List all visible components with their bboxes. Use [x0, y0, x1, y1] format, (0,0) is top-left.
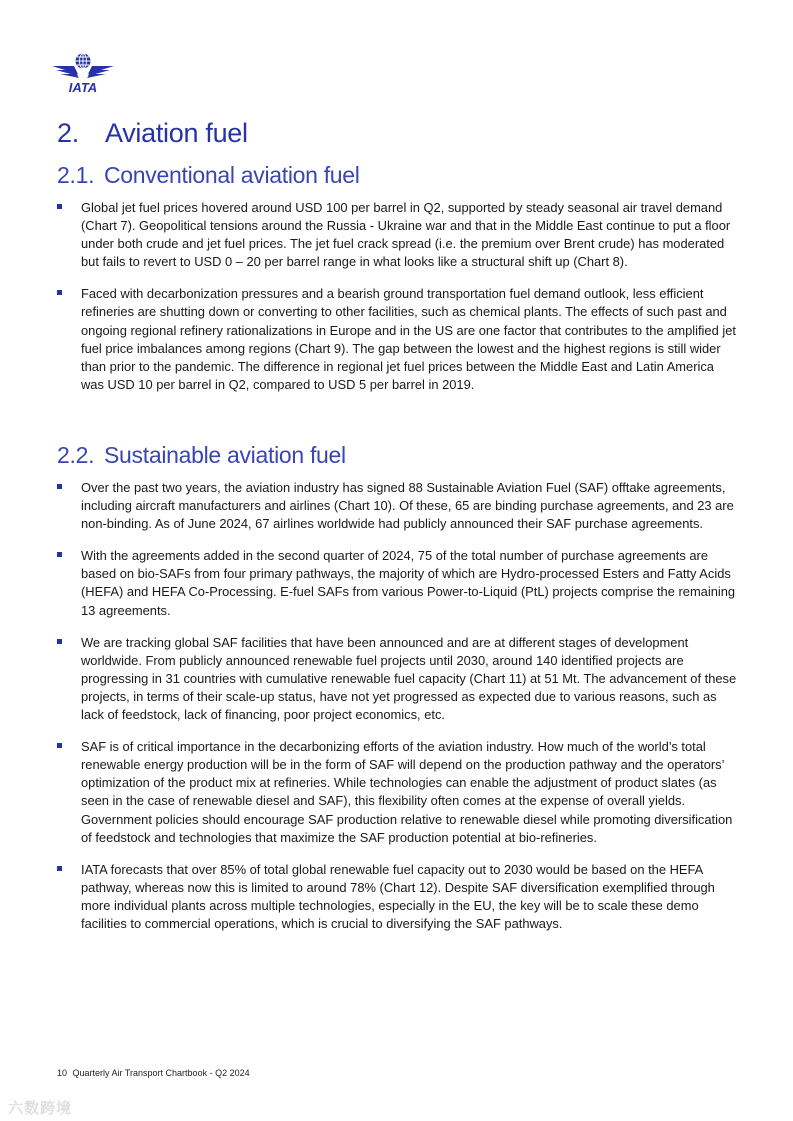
heading-number: 2. [57, 118, 79, 148]
section-number: 2.1. [57, 162, 95, 188]
bullet-icon [57, 484, 62, 489]
footer-title: Quarterly Air Transport Chartbook - Q2 2024 [72, 1068, 250, 1078]
bullet-icon [57, 743, 62, 748]
page-footer [57, 1068, 250, 1078]
list-item [56, 285, 738, 394]
bullet-icon [57, 290, 62, 295]
heading-title: Aviation fuel [105, 118, 248, 148]
bullet-text: SAF is of critical importance in the decarbonizing efforts of the aviation industry. How much of the world’s total renewable energy production will be in the form of SAF will depend on the production pathway and the operators’ optimization of the product mix at refineries. While technologies can enable the adjustment of product slates (as seen in the case of renewable diesel and SAF), this flexibility often comes at the expense of overall yields. Government policies should encourage SAF production relative to renewable diesel while promoting diversification of feedstock and technologies that maximize the SAF production potential at bio-refineries. [81, 739, 733, 845]
section-title: Sustainable aviation fuel [104, 442, 346, 468]
bullet-icon [57, 552, 62, 557]
list-item [56, 199, 738, 271]
list-item [56, 861, 738, 933]
bullet-text: Global jet fuel prices hovered around USD 100 per barrel in Q2, supported by steady seasonal air travel demand (Chart 7). Geopolitical tensions around the Russia - Ukraine war and that in the Middle East continue to put a floor under both crude and jet fuel prices. The jet fuel crack spread (i.e. the premium over Brent crude) has moderated but fails to revert to USD 0 – 20 per barrel range in what looks like a structural shift up (Chart 8). [81, 200, 731, 270]
bullet-text: With the agreements added in the second quarter of 2024, 75 of the total number of purchase agreements are based on bio-SAFs from four primary pathways, the majority of which are Hydro-processed Esters and Fatty Acids (HEFA) and HEFA Co-Processing. E-fuel SAFs from various Power-to-Liquid (PtL) projects comprise the remaining 13 agreements. [81, 548, 736, 618]
conventional-fuel-list [56, 199, 738, 408]
page-number: 10 [57, 1068, 68, 1078]
iata-logo [52, 52, 114, 94]
section-heading-conventional [57, 162, 360, 189]
logo-text: IATA [68, 80, 98, 94]
page-heading [57, 118, 248, 149]
list-item [56, 634, 738, 724]
bullet-text: Faced with decarbonization pressures and a bearish ground transportation fuel demand outlook, less efficient refineries are shutting down or converting to other facilities, such as chemical plants. The effects of such past and ongoing regional refinery rationalizations in Europe and in the US are one factor that contributes to the amplified jet fuel price imbalances among regions (Chart 9). The gap between the lowest and the highest regions is still wider than prior to the pandemic. The difference in regional jet fuel prices between the Middle East and Latin America was USD 10 per barrel in Q2, compared to USD 5 per barrel in 2019. [81, 286, 736, 392]
list-item [56, 479, 738, 533]
list-item [56, 738, 738, 847]
bullet-text: Over the past two years, the aviation industry has signed 88 Sustainable Aviation Fuel (SAF) offtake agreements, including aircraft manufacturers and airlines (Chart 10). Of these, 65 are binding purchase agreements, and 23 are non-binding. As of June 2024, 67 airlines worldwide had publicly announced their SAF purchase agreements. [81, 480, 734, 532]
bullet-icon [57, 204, 62, 209]
section-heading-sustainable [57, 442, 346, 469]
watermark: 六数跨境 [8, 1100, 73, 1117]
bullet-icon [57, 639, 62, 644]
section-number: 2.2. [57, 442, 95, 468]
bullet-text: IATA forecasts that over 85% of total global renewable fuel capacity out to 2030 would be based on the HEFA pathway, whereas now this is limited to around 78% (Chart 12). Despite SAF diversification exemplified through more individual plants across multiple technologies, especially in the EU, the key will be to scale these demo facilities to commercial operations, which is crucial to diversifying the SAF pathways. [81, 861, 715, 931]
list-item [56, 547, 738, 619]
bullet-text: We are tracking global SAF facilities that have been announced and are at different stages of development worldwide. From publicly announced renewable fuel projects until 2030, around 140 identified projects are progressing in 31 countries with cumulative renewable fuel capacity (Chart 11) at 51 Mt. The advancement of these projects, in terms of their scale-up status, have not yet progressed as expected due to various reasons, such as lack of feedstock, lack of financing, poor project economics, etc. [81, 634, 737, 723]
sustainable-fuel-list [56, 479, 738, 947]
section-title: Conventional aviation fuel [104, 162, 360, 188]
bullet-icon [57, 866, 62, 871]
